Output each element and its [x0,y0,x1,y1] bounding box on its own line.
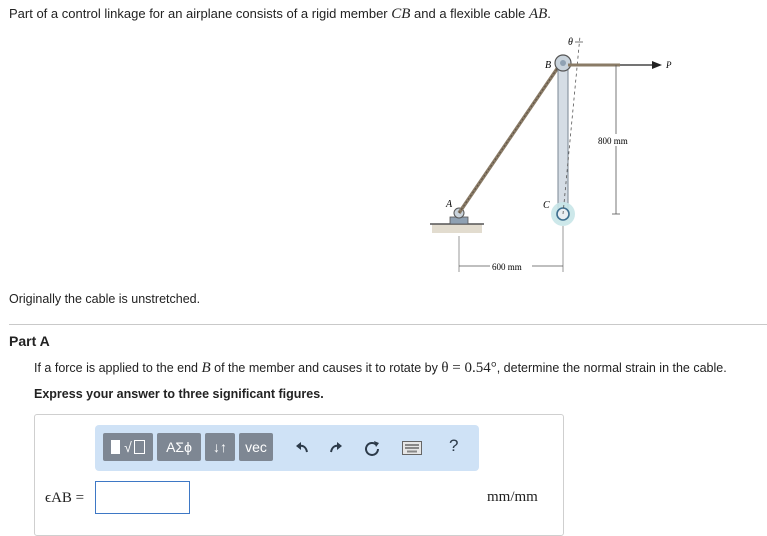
answer-input[interactable] [95,481,190,514]
instruction-text: Express your answer to three significant figures. [34,387,324,401]
label-p: P [666,60,672,70]
undo-icon[interactable] [291,437,313,459]
intro-text-2: and a flexible cable [410,6,529,21]
cable-ab [459,63,561,213]
template-block-icon [111,440,120,454]
keyboard-icon[interactable] [401,437,423,459]
answer-panel [34,414,564,536]
answer-variable [45,489,84,507]
pin-b-center [560,60,566,66]
greek-symbols-button[interactable]: ΑΣϕ [157,433,201,461]
question-text-1: If a force is applied to the end [34,361,202,375]
member-cb [558,64,568,214]
question-text-3: , determine the normal strain in the cable. [496,361,727,375]
cable-label: AB [528,6,548,22]
label-a: A [446,199,453,210]
math-toolbar [95,425,479,471]
ground-hatch [432,224,482,233]
force-arrow-head [652,61,662,69]
redo-icon[interactable] [325,437,347,459]
question-theta: θ = 0.54° [441,360,497,376]
question-b: B [201,360,211,376]
label-c: C [543,200,550,211]
answer-variable-text: ϵAB = [45,490,85,506]
question-text-2: of the member and causes it to rotate by [210,361,442,375]
intro-text-1: Part of a control linkage for an airplane consists of a rigid member [9,6,392,21]
part-title: Part A [9,333,50,349]
problem-statement [9,6,551,23]
label-b: B [545,60,552,71]
linkage-figure [420,28,710,278]
section-divider [9,324,767,325]
vec-button[interactable]: vec [239,433,273,461]
question-text [34,360,727,377]
member-label: CB [391,6,411,22]
template-button-label: √ [124,439,132,455]
help-button[interactable]: ? [449,436,459,455]
arrows-button[interactable]: ↓↑ [205,433,235,461]
answer-unit: mm/mm [487,489,538,505]
dim-vertical-text: 800 mm [598,136,628,146]
intro-text-3: . [547,6,551,21]
dim-horizontal-text: 600 mm [492,262,522,272]
note-text: Originally the cable is unstretched. [9,292,201,306]
label-theta: θ [568,37,573,48]
template-button[interactable] [103,433,153,461]
template-box-icon [134,440,145,454]
reset-icon[interactable] [361,437,383,459]
